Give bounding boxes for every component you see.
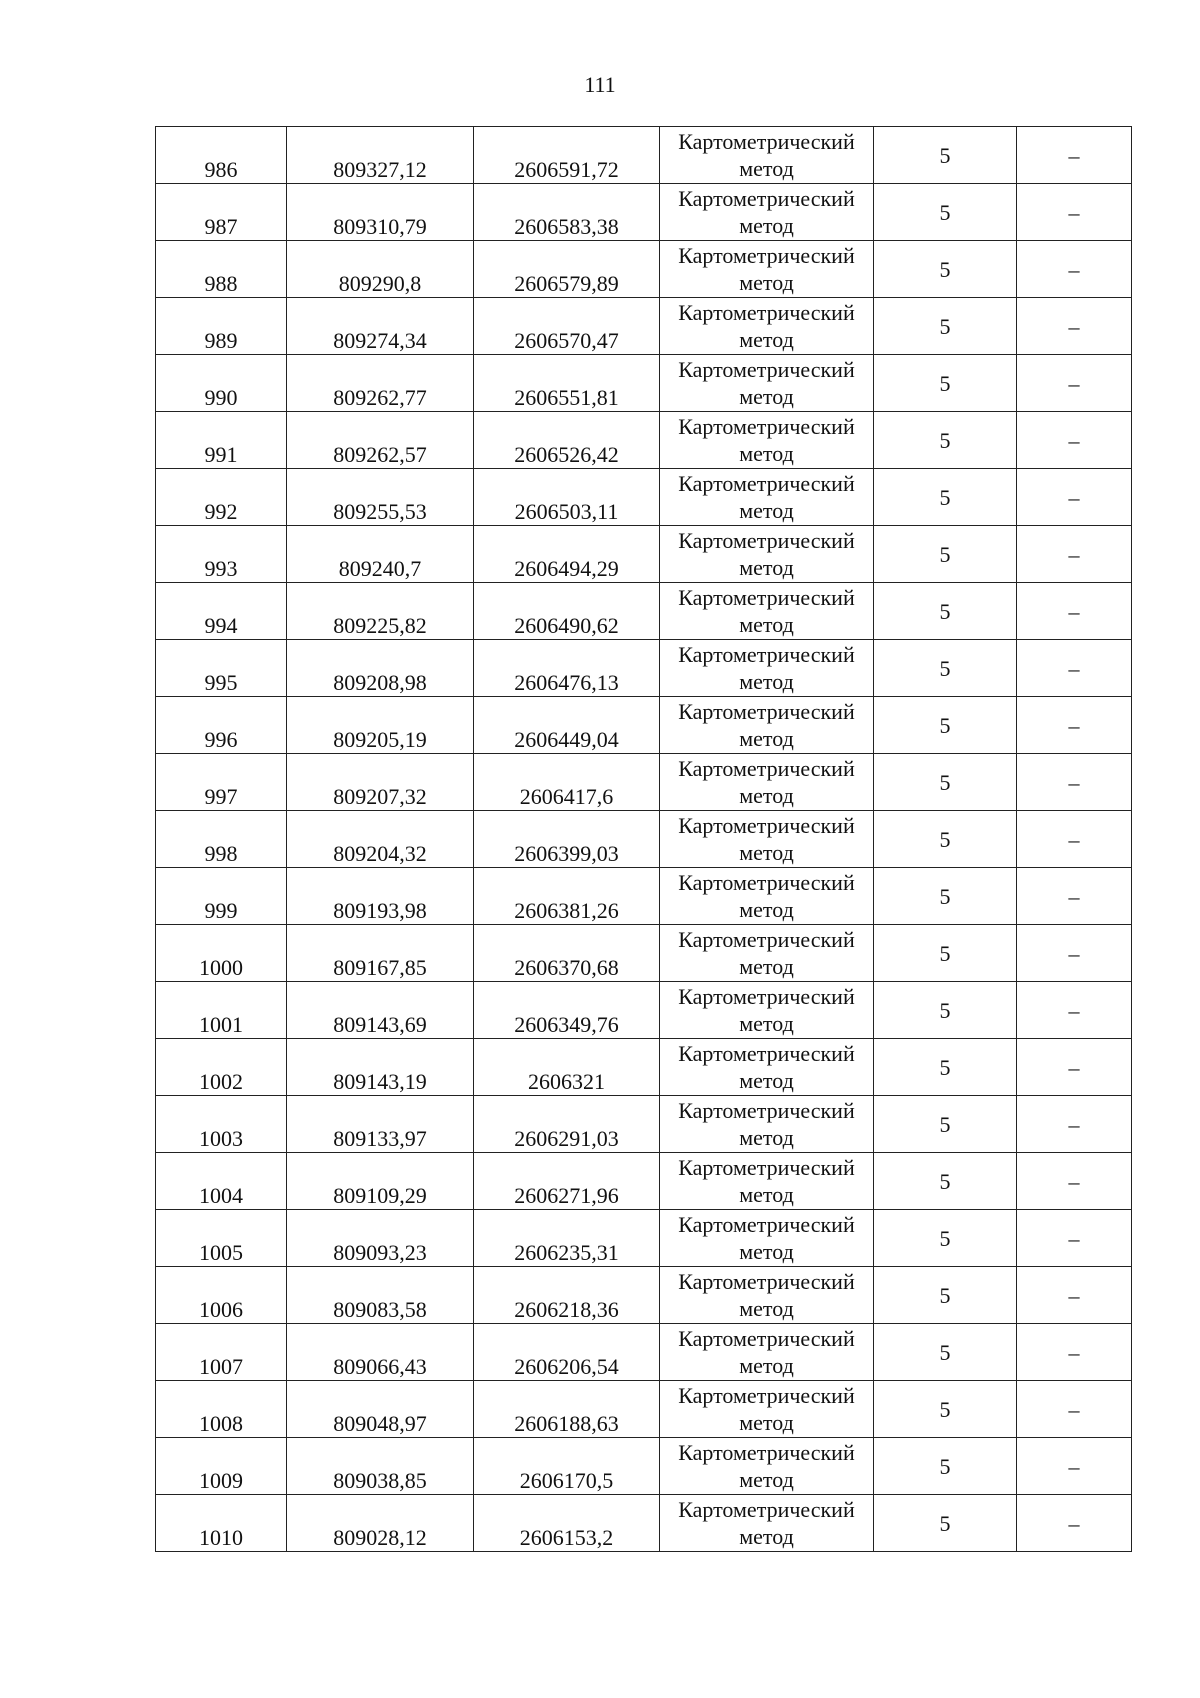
x-coordinate-cell: 809274,34 [287, 298, 474, 355]
x-coordinate-cell: 809255,53 [287, 469, 474, 526]
note-cell: – [1017, 811, 1132, 868]
method-line-2: метод [739, 954, 794, 979]
method-cell [660, 1210, 874, 1267]
method-line-2: метод [739, 1125, 794, 1150]
table-row [156, 811, 1132, 868]
point-number-cell: 1004 [156, 1153, 287, 1210]
method-line-1: Картометрический [678, 1383, 855, 1408]
y-coordinate-cell: 2606417,6 [474, 754, 660, 811]
accuracy-cell: 5 [874, 1210, 1017, 1267]
x-coordinate-cell: 809327,12 [287, 127, 474, 184]
point-number-cell: 1003 [156, 1096, 287, 1153]
table-row [156, 982, 1132, 1039]
y-coordinate-cell: 2606490,62 [474, 583, 660, 640]
y-coordinate-cell: 2606551,81 [474, 355, 660, 412]
x-coordinate-cell: 809262,57 [287, 412, 474, 469]
accuracy-cell: 5 [874, 754, 1017, 811]
point-number-cell: 1006 [156, 1267, 287, 1324]
table-row [156, 1267, 1132, 1324]
y-coordinate-cell: 2606206,54 [474, 1324, 660, 1381]
y-coordinate-cell: 2606526,42 [474, 412, 660, 469]
point-number-cell: 1007 [156, 1324, 287, 1381]
note-cell: – [1017, 868, 1132, 925]
note-cell: – [1017, 754, 1132, 811]
table-row [156, 1039, 1132, 1096]
page-number: 111 [584, 72, 616, 97]
y-coordinate-cell: 2606579,89 [474, 241, 660, 298]
point-number-cell: 997 [156, 754, 287, 811]
point-number-cell: 992 [156, 469, 287, 526]
y-coordinate-cell: 2606291,03 [474, 1096, 660, 1153]
y-coordinate-cell: 2606188,63 [474, 1381, 660, 1438]
method-line-2: метод [739, 669, 794, 694]
note-cell: – [1017, 1495, 1132, 1552]
method-line-1: Картометрический [678, 357, 855, 382]
method-line-1: Картометрический [678, 1041, 855, 1066]
point-number-cell: 988 [156, 241, 287, 298]
point-number-cell: 989 [156, 298, 287, 355]
note-cell: – [1017, 1210, 1132, 1267]
note-cell: – [1017, 697, 1132, 754]
y-coordinate-cell: 2606170,5 [474, 1438, 660, 1495]
method-line-1: Картометрический [678, 1440, 855, 1465]
method-line-2: метод [739, 1068, 794, 1093]
table-row [156, 1495, 1132, 1552]
method-line-1: Картометрический [678, 756, 855, 781]
method-cell [660, 355, 874, 412]
accuracy-cell: 5 [874, 526, 1017, 583]
method-line-1: Картометрический [678, 1155, 855, 1180]
table-row [156, 184, 1132, 241]
method-line-1: Картометрический [678, 870, 855, 895]
table-row [156, 1381, 1132, 1438]
method-line-2: метод [739, 1467, 794, 1492]
y-coordinate-cell: 2606449,04 [474, 697, 660, 754]
x-coordinate-cell: 809143,19 [287, 1039, 474, 1096]
method-cell [660, 1267, 874, 1324]
accuracy-cell: 5 [874, 982, 1017, 1039]
accuracy-cell: 5 [874, 412, 1017, 469]
y-coordinate-cell: 2606503,11 [474, 469, 660, 526]
method-cell [660, 1495, 874, 1552]
method-line-2: метод [739, 270, 794, 295]
point-number-cell: 999 [156, 868, 287, 925]
point-number-cell: 1008 [156, 1381, 287, 1438]
method-line-2: метод [739, 384, 794, 409]
method-cell [660, 583, 874, 640]
y-coordinate-cell: 2606494,29 [474, 526, 660, 583]
method-cell [660, 526, 874, 583]
method-line-1: Картометрический [678, 1098, 855, 1123]
accuracy-cell: 5 [874, 1438, 1017, 1495]
method-line-1: Картометрический [678, 642, 855, 667]
method-line-2: метод [739, 213, 794, 238]
note-cell: – [1017, 1096, 1132, 1153]
method-cell [660, 1381, 874, 1438]
method-cell [660, 241, 874, 298]
point-number-cell: 1000 [156, 925, 287, 982]
accuracy-cell: 5 [874, 1096, 1017, 1153]
method-line-1: Картометрический [678, 585, 855, 610]
method-line-2: метод [739, 1011, 794, 1036]
note-cell: – [1017, 583, 1132, 640]
method-cell [660, 811, 874, 868]
y-coordinate-cell: 2606271,96 [474, 1153, 660, 1210]
point-number-cell: 991 [156, 412, 287, 469]
x-coordinate-cell: 809205,19 [287, 697, 474, 754]
note-cell: – [1017, 640, 1132, 697]
point-number-cell: 995 [156, 640, 287, 697]
table-row [156, 127, 1132, 184]
method-cell [660, 640, 874, 697]
x-coordinate-cell: 809133,97 [287, 1096, 474, 1153]
x-coordinate-cell: 809028,12 [287, 1495, 474, 1552]
point-number-cell: 993 [156, 526, 287, 583]
method-line-1: Картометрический [678, 1269, 855, 1294]
method-cell [660, 127, 874, 184]
note-cell: – [1017, 298, 1132, 355]
method-line-1: Картометрический [678, 699, 855, 724]
x-coordinate-cell: 809167,85 [287, 925, 474, 982]
method-line-2: метод [739, 327, 794, 352]
y-coordinate-cell: 2606591,72 [474, 127, 660, 184]
accuracy-cell: 5 [874, 811, 1017, 868]
method-line-2: метод [739, 1410, 794, 1435]
accuracy-cell: 5 [874, 868, 1017, 925]
point-number-cell: 998 [156, 811, 287, 868]
method-line-2: метод [739, 840, 794, 865]
method-cell [660, 868, 874, 925]
note-cell: – [1017, 355, 1132, 412]
x-coordinate-cell: 809225,82 [287, 583, 474, 640]
x-coordinate-cell: 809143,69 [287, 982, 474, 1039]
note-cell: – [1017, 241, 1132, 298]
x-coordinate-cell: 809204,32 [287, 811, 474, 868]
note-cell: – [1017, 127, 1132, 184]
method-line-2: метод [739, 1296, 794, 1321]
method-cell [660, 469, 874, 526]
accuracy-cell: 5 [874, 925, 1017, 982]
note-cell: – [1017, 526, 1132, 583]
y-coordinate-cell: 2606370,68 [474, 925, 660, 982]
table-row [156, 1210, 1132, 1267]
x-coordinate-cell: 809208,98 [287, 640, 474, 697]
coordinates-table [155, 126, 1132, 1552]
note-cell: – [1017, 982, 1132, 1039]
method-line-1: Картометрический [678, 927, 855, 952]
note-cell: – [1017, 469, 1132, 526]
accuracy-cell: 5 [874, 469, 1017, 526]
accuracy-cell: 5 [874, 640, 1017, 697]
table-row [156, 583, 1132, 640]
method-line-1: Картометрический [678, 528, 855, 553]
point-number-cell: 1009 [156, 1438, 287, 1495]
y-coordinate-cell: 2606570,47 [474, 298, 660, 355]
point-number-cell: 986 [156, 127, 287, 184]
accuracy-cell: 5 [874, 127, 1017, 184]
point-number-cell: 990 [156, 355, 287, 412]
point-number-cell: 994 [156, 583, 287, 640]
y-coordinate-cell: 2606381,26 [474, 868, 660, 925]
point-number-cell: 1001 [156, 982, 287, 1039]
point-number-cell: 1010 [156, 1495, 287, 1552]
table-row [156, 412, 1132, 469]
method-line-2: метод [739, 555, 794, 580]
point-number-cell: 1002 [156, 1039, 287, 1096]
note-cell: – [1017, 1039, 1132, 1096]
table-row [156, 355, 1132, 412]
point-number-cell: 987 [156, 184, 287, 241]
table-row [156, 697, 1132, 754]
y-coordinate-cell: 2606153,2 [474, 1495, 660, 1552]
method-cell [660, 697, 874, 754]
table-row [156, 469, 1132, 526]
method-cell [660, 925, 874, 982]
table-row [156, 868, 1132, 925]
x-coordinate-cell: 809093,23 [287, 1210, 474, 1267]
x-coordinate-cell: 809193,98 [287, 868, 474, 925]
accuracy-cell: 5 [874, 1153, 1017, 1210]
point-number-cell: 996 [156, 697, 287, 754]
method-line-1: Картометрический [678, 1497, 855, 1522]
table-row [156, 640, 1132, 697]
method-cell [660, 982, 874, 1039]
method-line-2: метод [739, 1353, 794, 1378]
accuracy-cell: 5 [874, 1039, 1017, 1096]
method-line-1: Картометрический [678, 984, 855, 1009]
table-row [156, 1438, 1132, 1495]
method-cell [660, 1039, 874, 1096]
note-cell: – [1017, 1267, 1132, 1324]
note-cell: – [1017, 1381, 1132, 1438]
note-cell: – [1017, 1438, 1132, 1495]
method-line-1: Картометрический [678, 1212, 855, 1237]
y-coordinate-cell: 2606399,03 [474, 811, 660, 868]
method-cell [660, 1153, 874, 1210]
method-line-1: Картометрический [678, 300, 855, 325]
method-line-2: метод [739, 498, 794, 523]
method-line-2: метод [739, 897, 794, 922]
accuracy-cell: 5 [874, 1381, 1017, 1438]
method-line-2: метод [739, 1524, 794, 1549]
table-row [156, 298, 1132, 355]
method-line-1: Картометрический [678, 471, 855, 496]
note-cell: – [1017, 412, 1132, 469]
method-cell [660, 1324, 874, 1381]
method-line-1: Картометрический [678, 1326, 855, 1351]
method-line-1: Картометрический [678, 129, 855, 154]
method-cell [660, 298, 874, 355]
accuracy-cell: 5 [874, 241, 1017, 298]
method-cell [660, 1096, 874, 1153]
point-number-cell: 1005 [156, 1210, 287, 1267]
accuracy-cell: 5 [874, 184, 1017, 241]
method-cell [660, 754, 874, 811]
accuracy-cell: 5 [874, 697, 1017, 754]
accuracy-cell: 5 [874, 1495, 1017, 1552]
accuracy-cell: 5 [874, 583, 1017, 640]
method-line-1: Картометрический [678, 813, 855, 838]
method-line-2: метод [739, 612, 794, 637]
accuracy-cell: 5 [874, 298, 1017, 355]
accuracy-cell: 5 [874, 1324, 1017, 1381]
method-line-1: Картометрический [678, 186, 855, 211]
method-line-2: метод [739, 441, 794, 466]
accuracy-cell: 5 [874, 1267, 1017, 1324]
accuracy-cell: 5 [874, 355, 1017, 412]
y-coordinate-cell: 2606321 [474, 1039, 660, 1096]
y-coordinate-cell: 2606583,38 [474, 184, 660, 241]
x-coordinate-cell: 809207,32 [287, 754, 474, 811]
x-coordinate-cell: 809109,29 [287, 1153, 474, 1210]
y-coordinate-cell: 2606349,76 [474, 982, 660, 1039]
x-coordinate-cell: 809290,8 [287, 241, 474, 298]
x-coordinate-cell: 809240,7 [287, 526, 474, 583]
table-row [156, 1096, 1132, 1153]
y-coordinate-cell: 2606235,31 [474, 1210, 660, 1267]
method-line-2: метод [739, 156, 794, 181]
method-cell [660, 412, 874, 469]
table-row [156, 754, 1132, 811]
method-line-2: метод [739, 1182, 794, 1207]
x-coordinate-cell: 809048,97 [287, 1381, 474, 1438]
table-row [156, 526, 1132, 583]
note-cell: – [1017, 925, 1132, 982]
x-coordinate-cell: 809083,58 [287, 1267, 474, 1324]
note-cell: – [1017, 184, 1132, 241]
x-coordinate-cell: 809310,79 [287, 184, 474, 241]
table-row [156, 1153, 1132, 1210]
method-line-2: метод [739, 1239, 794, 1264]
y-coordinate-cell: 2606218,36 [474, 1267, 660, 1324]
method-line-2: метод [739, 726, 794, 751]
table-row [156, 925, 1132, 982]
x-coordinate-cell: 809262,77 [287, 355, 474, 412]
table-body [156, 127, 1132, 1552]
method-line-1: Картометрический [678, 243, 855, 268]
x-coordinate-cell: 809038,85 [287, 1438, 474, 1495]
y-coordinate-cell: 2606476,13 [474, 640, 660, 697]
method-line-2: метод [739, 783, 794, 808]
note-cell: – [1017, 1324, 1132, 1381]
method-cell [660, 1438, 874, 1495]
method-line-1: Картометрический [678, 414, 855, 439]
note-cell: – [1017, 1153, 1132, 1210]
table-row [156, 241, 1132, 298]
table-row [156, 1324, 1132, 1381]
x-coordinate-cell: 809066,43 [287, 1324, 474, 1381]
method-cell [660, 184, 874, 241]
